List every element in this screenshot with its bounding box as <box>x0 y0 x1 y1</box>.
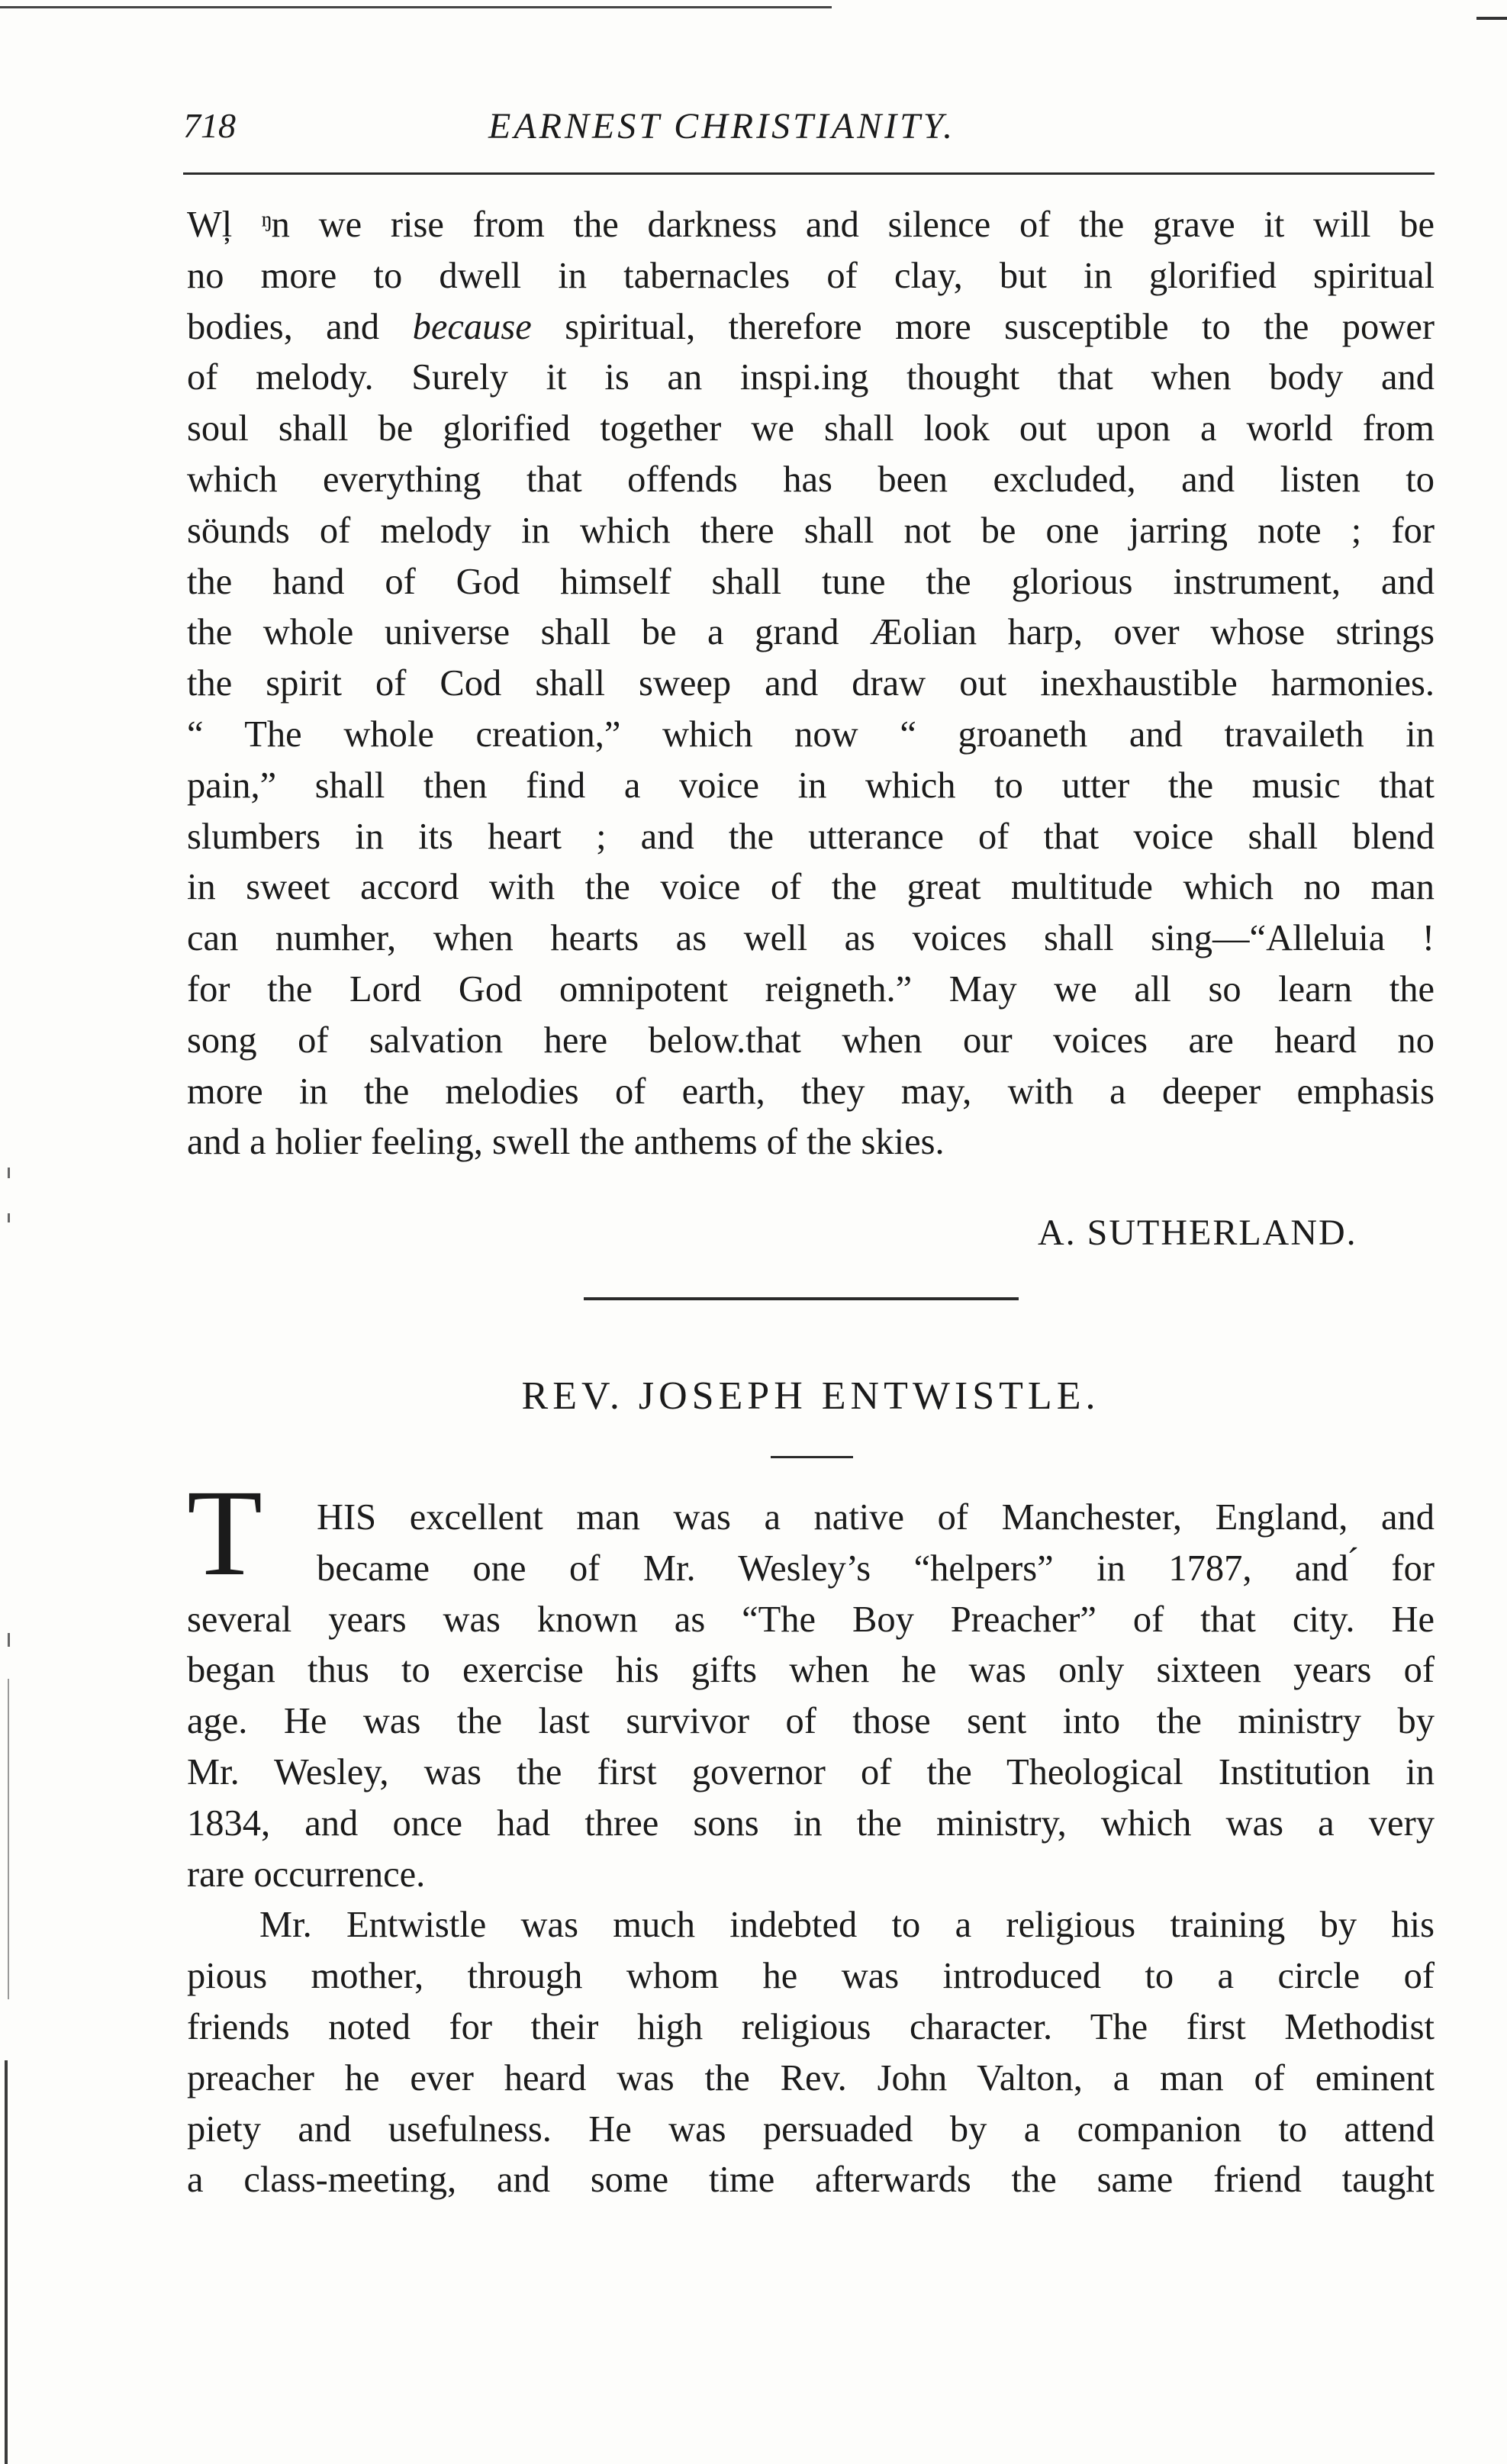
margin-mark <box>8 1213 10 1222</box>
drop-cap: T <box>187 1465 262 1602</box>
article-2-body <box>187 1493 1435 2206</box>
text-line: “ The whole creation,” which now “ groaneth and travaileth in <box>187 713 1435 755</box>
text-line: pain,” shall then find a voice in which to utter the music that <box>187 765 1435 806</box>
binding-edge-line <box>5 2060 8 2464</box>
margin-mark <box>8 1168 10 1178</box>
text-line: piety and usefulness. He was persuaded by a companion to attend <box>187 2108 1435 2150</box>
author-signature: A. SUTHERLAND. <box>1038 1213 1357 1253</box>
text-line: and a holier feeling, swell the anthems of the skies. <box>187 1122 945 1163</box>
text-line: which everything that offends has been excluded, and listen to <box>187 459 1435 500</box>
text-line: friends noted for their high religious character. The first Methodist <box>187 2006 1435 2047</box>
text-line: of melody. Surely it is an inspi.ing thought that when body and <box>187 357 1435 398</box>
text-line: song of salvation here below.that when our voices are heard no <box>187 1019 1435 1061</box>
text-line: in sweet accord with the voice of the great multitude which no man <box>187 867 1435 908</box>
text-line: soul shall be glorified together we shall look out upon a world from <box>187 408 1435 449</box>
text-line: age. He was the last survivor of those sent into the ministry by <box>187 1701 1435 1742</box>
text-line: söunds of melody in which there shall not be one jarring note ; for <box>187 510 1435 551</box>
text-line: can numher, when hearts as well as voices shall sing—“Alleluia ! <box>187 918 1435 959</box>
text-line: bodies, and because spiritual, therefore more susceptible to the power <box>187 306 1435 347</box>
text-line: preacher he ever heard was the Rev. John Valton, a man of eminent <box>187 2057 1435 2098</box>
running-head <box>183 105 1435 159</box>
italic-word: because <box>412 306 532 347</box>
heading-underline <box>771 1456 853 1458</box>
margin-mark <box>8 1633 10 1647</box>
article-1-body <box>187 200 1435 1168</box>
text-line: the spirit of Cod shall sweep and draw out inexhaustible harmonies. <box>187 663 1435 704</box>
text-line: no more to dwell in tabernacles of clay, but in glorified spiritual <box>187 255 1435 296</box>
text-line: several years was known as “The Boy Preacher” of that city. He <box>187 1599 1435 1640</box>
text-line: the hand of God himself shall tune the glorious instrument, and <box>187 561 1435 602</box>
text-line: the whole universe shall be a grand Æolian harp, over whose strings <box>187 612 1435 653</box>
section-divider <box>584 1297 1019 1300</box>
text-line: Wļ ᵑn we rise from the darkness and silence of the grave it will be <box>187 205 1435 245</box>
text-line: Mr. Entwistle was much indebted to a religious training by his <box>259 1905 1435 1946</box>
text-line: a class-meeting, and some time afterwards the same friend taught <box>187 2160 1435 2201</box>
text-line: slumbers in its heart ; and the utterance of that voice shall blend <box>187 816 1435 857</box>
text-line: HIS excellent man was a native of Manchester, England, and <box>317 1497 1435 1538</box>
text-line: for the Lord God omnipotent reigneth.” May we all so learn the <box>187 968 1435 1010</box>
text-line: pious mother, through whom he was introduced to a circle of <box>187 1956 1435 1997</box>
running-title: EARNEST CHRISTIANITY. <box>488 106 956 147</box>
text-line: became one of Mr. Wesley’s “helpers” in 1787, and ́for <box>317 1548 1435 1589</box>
text-line: Mr. Wesley, was the first governor of the Theological Institution in <box>187 1751 1435 1792</box>
section-heading: REV. JOSEPH ENTWISTLE. <box>521 1374 1100 1418</box>
top-edge-rule <box>0 6 832 8</box>
top-edge-mark <box>1476 17 1507 20</box>
page-number: 718 <box>183 106 236 145</box>
margin-mark <box>8 1679 9 1999</box>
text-line: more in the melodies of earth, they may, with a deeper emphasis <box>187 1071 1435 1112</box>
text-line: 1834, and once had three sons in the ministry, which was a very <box>187 1802 1435 1844</box>
header-rule <box>183 172 1435 175</box>
text-line: rare occurrence. <box>187 1854 426 1895</box>
text-line: began thus to exercise his gifts when he was only sixteen years of <box>187 1650 1435 1691</box>
